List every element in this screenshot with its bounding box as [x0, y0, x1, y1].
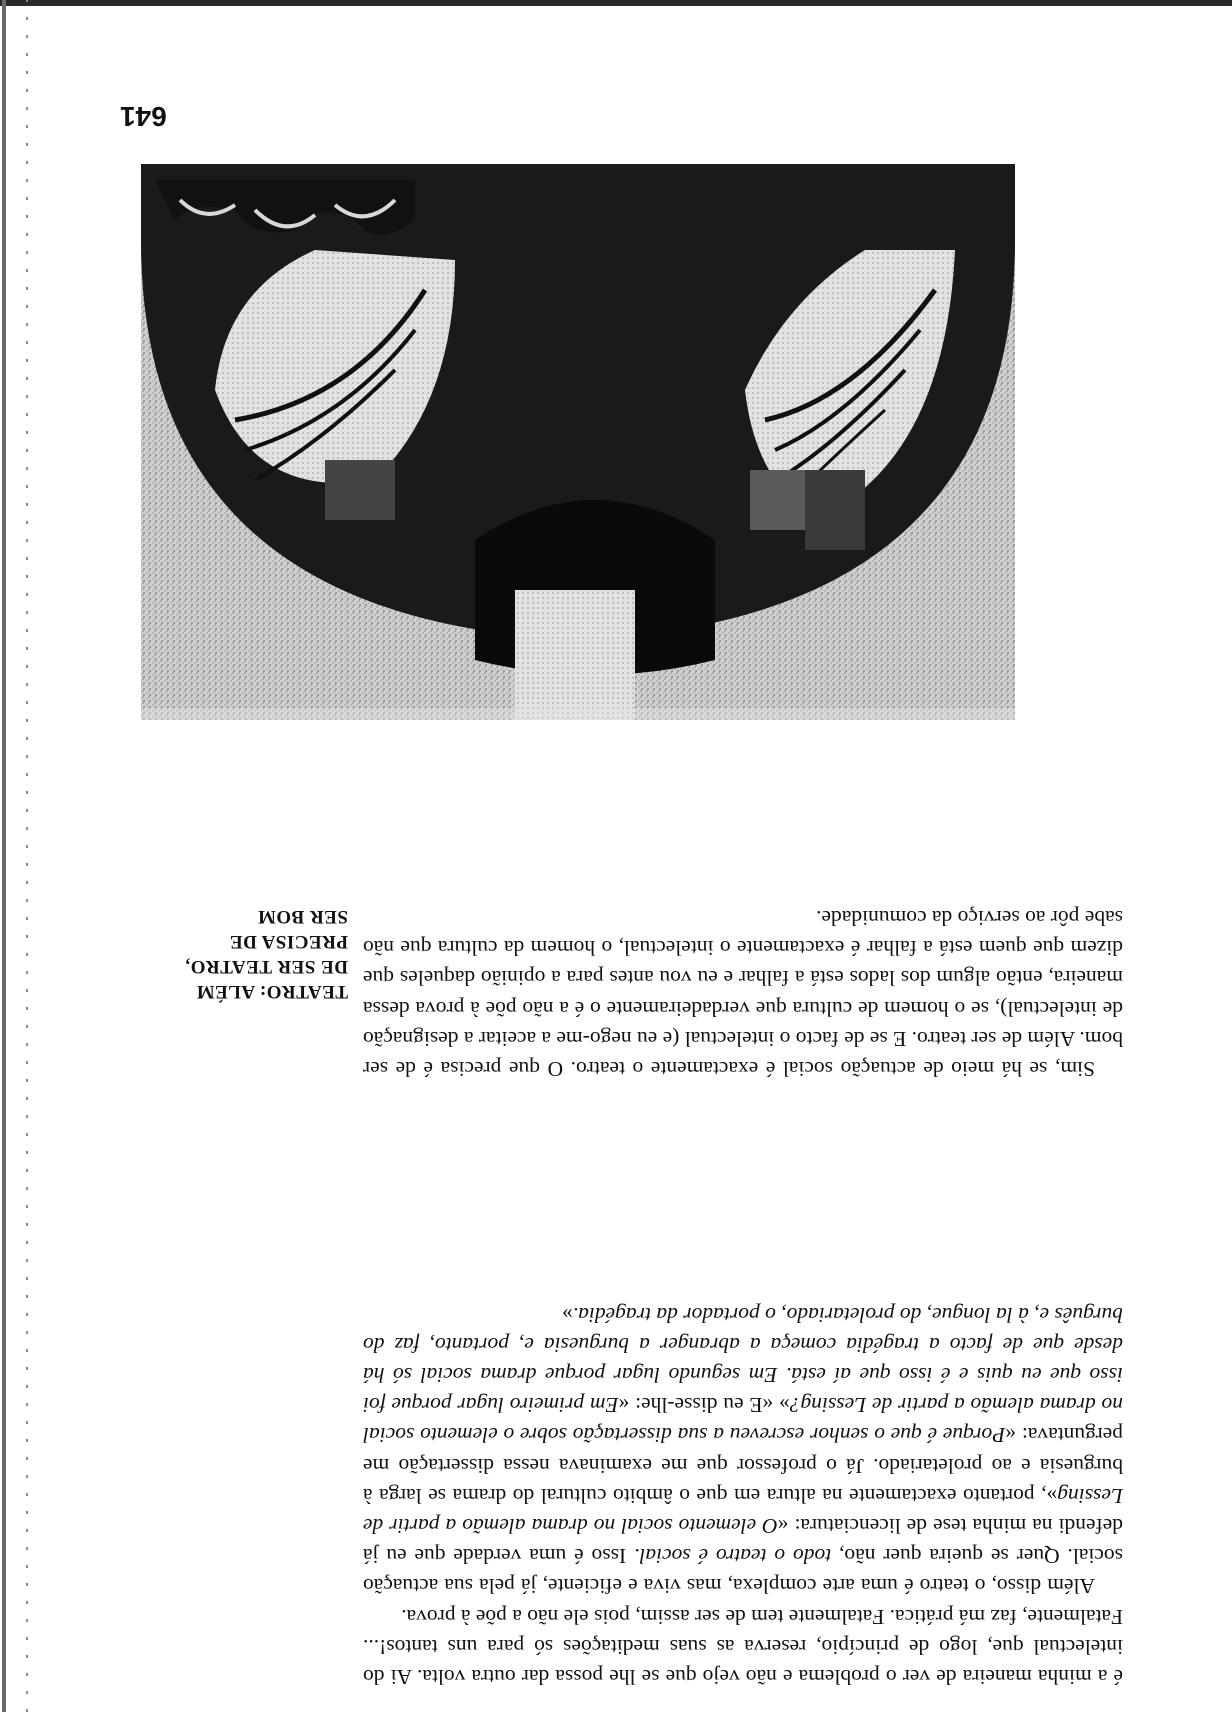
sidebar-heading [128, 904, 348, 1004]
text-run: », portanto exactamente na altura em que o âmbito cultural do drama se larga à burguesia e ao proletariado. Já o professor que me examinava nessa dissertação me perguntava: « [363, 1423, 1123, 1508]
article-text-top [363, 1299, 1123, 1692]
text-run: » «E eu disse-lhe: « [618, 1393, 790, 1418]
scan-border [0, 0, 1232, 6]
text-run-italic: O elemento social no drama alemão a partir de Lessing [363, 1483, 1123, 1538]
paragraph: é a minha maneira de ver o problema e não vejo que se lhe possa dar outra volta. Ai do intelectual que, logo de princípio, reserva as suas meditações só para uns tantos!... Fatalmente, faz má prática. Fatalmente tem de ser assim, pois ele não a põe à prova. [363, 1604, 1123, 1689]
text-run-italic: Em primeiro lugar porque foi isso que eu quis e é isso que aí está. Em segundo lugar porque drama social só há desde que de facto a tragédia começa a abranger a burguesia e, portanto, faz do burguês e, à la longue, do proletariado, o portador da tragédia. [363, 1302, 1123, 1418]
text-run-italic: Porque é que o senhor escreveu a sua dissertação sobre o elemento social no drama alemão a partir de Lessing? [363, 1393, 1123, 1448]
scan-artifact-dots [26, 0, 28, 1712]
stage-design-illustration [141, 164, 1015, 720]
text-run: » [562, 1302, 573, 1327]
paragraph: Sim, se há meio de actuação social é exactamente o teatro. O que precisa é de ser bom. Além de ser teatro. E se de facto o intelectual (e eu nego-me a aceitar a designação de intelectual), se o homem de cultura que verdadeiramente o é a não põe à prova dessa maneira, então algum dos lados está a falhar e eu vou antes para a opinião daqueles que dizem que quem está a falhar é exactamente o intelectual, o homem da cultura que não sabe pôr ao serviço da comunidade. [363, 905, 1123, 1081]
page-number: 641 [120, 101, 167, 132]
text-run-italic: todo o teatro é social. [634, 1544, 832, 1569]
text-run: Isso é uma verdade que eu já defendi na minha tese de licenciatura: « [363, 1513, 1123, 1569]
heading-line: DE SER TEATRO, [184, 956, 348, 977]
article-text-bottom [363, 903, 1123, 1084]
heading-line: TEATRO: ALÉM [196, 981, 348, 1002]
heading-line: SER BOM [257, 906, 348, 927]
heading-line: PRECISA DE [229, 931, 348, 952]
text-run: Além disso, o teatro é uma arte complexa, mas viva e eficiente, já pela sua actuação social. Quer se queira quer não, [363, 1544, 1123, 1599]
scan-border-side [2, 0, 6, 1712]
paragraph [363, 1299, 1123, 1601]
